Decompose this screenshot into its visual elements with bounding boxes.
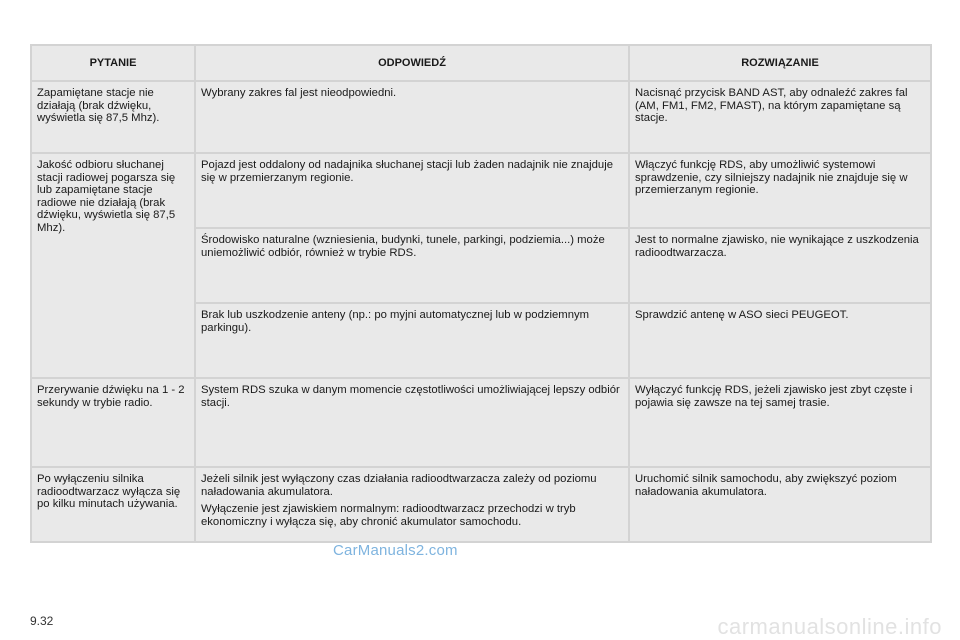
faq-table — [30, 44, 932, 543]
table-row — [32, 379, 930, 466]
header-question: PYTANIE — [32, 46, 194, 80]
answer-text: Wybrany zakres fal jest nieodpowiedni. — [201, 87, 397, 99]
question-cell: Przerywanie dźwięku na 1 - 2 sekundy w trybie radio. — [32, 379, 194, 466]
answer-text: System RDS szuka w danym momencie częstotliwości umożliwiającej lepszy odbiór stacji. — [201, 384, 620, 409]
answer-text: Wyłączenie jest zjawiskiem normalnym: radioodtwarzacz przechodzi w tryb ekonomiczny i wyłącza się, aby chronić akumulator samochodu. — [201, 503, 576, 528]
question-cell: Zapamiętane stacje nie działają (brak dźwięku, wyświetla się 87,5 Mhz). — [32, 82, 194, 152]
answer-cell — [196, 82, 628, 152]
table-row — [32, 468, 930, 541]
solution-cell: Uruchomić silnik samochodu, aby zwiększyć poziom naładowania akumulatora. — [630, 468, 930, 541]
header-answer: ODPOWIEDŹ — [196, 46, 628, 80]
answer-cell — [196, 229, 628, 302]
table-row — [32, 82, 930, 152]
answer-text: Środowisko naturalne (wzniesienia, budynki, tunele, parkingi, podziemia...) może uniemożliwić odbiór, również w trybie RDS. — [201, 234, 605, 259]
page-number: 9.32 — [30, 614, 54, 628]
question-cell: Po wyłączeniu silnika radioodtwarzacz wyłącza się po kilku minutach używania. — [32, 468, 194, 541]
solution-cell: Sprawdzić antenę w ASO sieci PEUGEOT. — [630, 304, 930, 377]
answer-text: Pojazd jest oddalony od nadajnika słuchanej stacji lub żaden nadajnik nie znajduje się w przemierzanym regionie. — [201, 159, 613, 184]
answer-text: Brak lub uszkodzenie anteny (np.: po myjni automatycznej lub w podziemnym parkingu). — [201, 309, 590, 334]
watermark-link[interactable]: CarManuals2.com — [333, 542, 458, 559]
solution-cell: Wyłączyć funkcję RDS, jeżeli zjawisko jest zbyt częste i pojawia się zawsze na tej samej trasie. — [630, 379, 930, 466]
solution-cell: Nacisnąć przycisk BAND AST, aby odnaleźć zakres fal (AM, FM1, FM2, FMAST), na którym zapamiętane są stacje. — [630, 82, 930, 152]
answer-text: Jeżeli silnik jest wyłączony czas działania radioodtwarzacza zależy od poziomu naładowania akumulatora. — [201, 473, 597, 498]
header-solution: ROZWIĄZANIE — [630, 46, 930, 80]
answer-cell — [196, 304, 628, 377]
table-header-row — [32, 46, 930, 80]
answer-cell — [196, 468, 628, 541]
solution-cell: Włączyć funkcję RDS, aby umożliwić systemowi sprawdzenie, czy silniejszy nadajnik nie znajduje się w przemierzanym regionie. — [630, 154, 930, 227]
table-row — [32, 154, 930, 227]
question-cell: Jakość odbioru słuchanej stacji radiowej pogarsza się lub zapamiętane stacje radiowe nie działają (brak dźwięku, wyświetla się 87,5 Mhz). — [32, 154, 194, 377]
footer-watermark: carmanualsonline.info — [717, 614, 942, 639]
solution-cell: Jest to normalne zjawisko, nie wynikające z uszkodzenia radioodtwarzacza. — [630, 229, 930, 302]
answer-cell — [196, 379, 628, 466]
answer-cell — [196, 154, 628, 227]
